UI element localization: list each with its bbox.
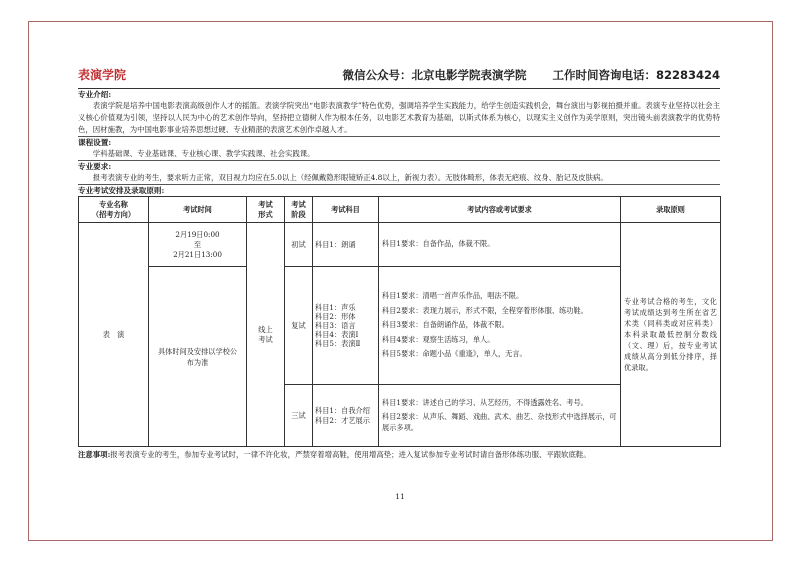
requirements-section: [78, 161, 720, 184]
subjects-first: 科目1：朗诵: [313, 223, 379, 267]
time-start: 2月19日0:00: [175, 229, 220, 239]
major-cell: 表 演: [79, 223, 149, 447]
req-item: 科目1要求：自备作品，体裁不限。: [382, 239, 495, 249]
req-item: 科目5要求：命题小品《重逢》，单人，无言。: [382, 349, 527, 359]
first-exam-time: [149, 223, 247, 267]
later-exam-time: 具体时间及安排以学校公布为准: [149, 267, 247, 447]
req-item: 科目4要求：观察生活练习，单人。: [382, 334, 495, 344]
exam-title: 专业考试安排及录取原则:: [78, 186, 165, 195]
notes-text: 报考表演专业的考生，参加专业考试时，一律不许化妆，严禁穿着增高鞋，使用增高垫；进入复试参加专业考试时请自备形体练功服、平跟软底鞋。: [110, 450, 591, 459]
courses-title: 课程设置:: [78, 138, 112, 147]
wechat-account: 微信公众号：北京电影学院表演学院: [342, 68, 527, 82]
col-header-major: 专业名称 （招考方向）: [79, 197, 149, 223]
notes-section: [78, 449, 720, 461]
table-row: [79, 223, 721, 267]
reqs-first: [379, 223, 621, 267]
req-item: 科目2要求：表现力展示，形式不限，全程穿着形体服、练功鞋。: [382, 305, 588, 315]
time-to: 至: [193, 239, 202, 249]
time-end: 2月21日13:00: [173, 249, 222, 259]
admission-cell: 专业考试合格的考生，文化考试成绩达到考生所在省艺术类（同科类或对应科类）本科录取最低控制分数线（文、理）后，按专业考试成绩从高分到低分排序，择优录取。: [621, 223, 721, 447]
table-header-row: [79, 197, 721, 223]
col-header-time: 考试时间: [149, 197, 247, 223]
col-header-form: 考试 形式: [247, 197, 285, 223]
intro-paragraph: 表演学院是培养中国电影表演高级创作人才的摇篮。表演学院突出“电影表演教学”特色优势，强调培养学生实践能力，给学生创造实践机会，舞台演出与影视拍摄并重。表演专业坚持以社会主义核心价值观为引领，坚持以人民为中心的艺术创作导向，坚持把立德树人作为根本任务，以电影艺术教育为基础，以斯式体系为核心，以现实主义创作为美学原则，突出镜头前表演教学的优势特色，因材施教，为中国电影事业培养思想过硬、专业精湛的表演艺术创作卓越人才。: [78, 101, 720, 134]
exam-form: 线上 考试: [247, 223, 285, 447]
req-item: 科目1要求：讲述自己的学习、从艺经历，不得透露姓名、考号。: [382, 397, 588, 407]
requirements-title: 专业要求:: [78, 162, 112, 171]
notes-label: 注意事项:: [78, 450, 111, 459]
stage-second: 复试: [285, 267, 313, 385]
requirements-text: 报考表演专业的考生，要求听力正常，双目视力均应在5.0以上（经佩戴隐形眼镜矫正4.8以上，新视力表）。无肢体畸形，体表无疤痕、纹身、胎记及皮肤病。: [92, 173, 608, 182]
stage-first: 初试: [285, 223, 313, 267]
subjects-third: 科目1：自我介绍 科目2：才艺展示: [313, 385, 379, 447]
contact-phone: 工作时间咨询电话：82283424: [552, 68, 720, 82]
reqs-third: [379, 385, 621, 447]
col-header-subjects: 考试科目: [313, 197, 379, 223]
document-content: [78, 66, 720, 461]
exam-table: [78, 196, 721, 447]
col-header-requirements: 考试内容或考试要求: [379, 197, 621, 223]
page-number: 11: [395, 492, 405, 501]
intro-title: 专业介绍:: [78, 90, 112, 99]
col-header-admission: 录取原则: [621, 197, 721, 223]
contact-info: [320, 67, 720, 83]
stage-third: 三试: [285, 385, 313, 447]
college-title: 表演学院: [78, 68, 127, 82]
subjects-second: 科目1：声乐 科目2：形体 科目3：语言 科目4：表演Ⅰ 科目5：表演Ⅱ: [313, 267, 379, 385]
req-item: 科目3要求：自备朗诵作品，体裁不限。: [382, 320, 509, 330]
reqs-second: [379, 267, 621, 385]
page-header: [78, 66, 720, 89]
col-header-stage: 考试 阶段: [285, 197, 313, 223]
req-item: 科目1要求：清唱一首声乐作品，唱法不限。: [382, 291, 524, 301]
intro-section: [78, 89, 720, 136]
courses-section: [78, 137, 720, 160]
courses-text: 学科基础课、专业基础课、专业核心课、教学实践课、社会实践课。: [92, 149, 315, 158]
req-item: 科目2要求：从声乐、舞蹈、戏曲、武术、曲艺、杂技形式中选择展示，可展示多项。: [382, 412, 617, 432]
